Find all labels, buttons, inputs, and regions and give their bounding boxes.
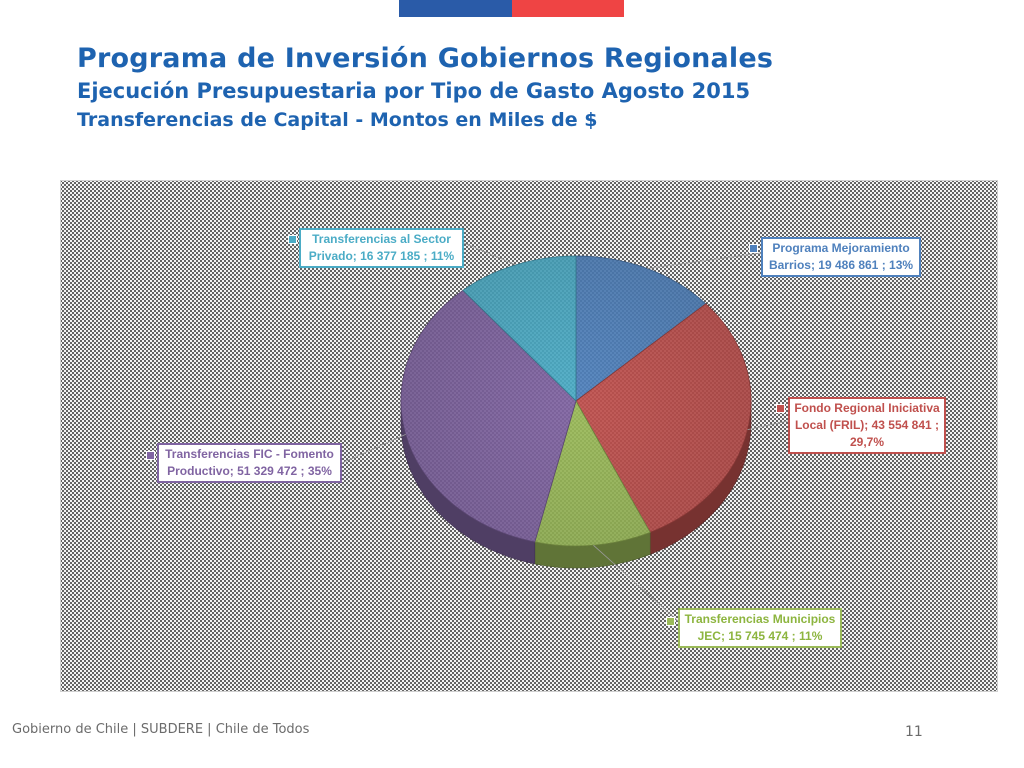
data-label-fic-line1: Transferencias FIC - Fomento [165, 447, 334, 461]
data-label-fic [157, 443, 342, 483]
data-label-fril-line2: Local (FRIL); 43 554 841 ; [794, 418, 940, 432]
leader-line-1 [748, 421, 788, 430]
legend-marker-fic [146, 451, 155, 460]
data-label-jec [678, 608, 842, 648]
legend-marker-fril [776, 404, 785, 413]
data-label-privado-line1: Transferencias al Sector [312, 232, 451, 246]
slide-subtitle-units: Transferencias de Capital - Montos en Miles de $ [77, 109, 598, 131]
data-label-fril-line3: 29,7% [849, 435, 885, 449]
legend-marker-privado [288, 235, 297, 244]
leader-line-0 [647, 253, 761, 268]
data-label-fril-line1: Fondo Regional Iniciativa [794, 401, 940, 415]
legend-marker-jec [666, 617, 675, 626]
data-label-privado-line2: Privado; 16 377 185 ; 11% [308, 249, 455, 263]
page-number: 11 [905, 724, 923, 740]
leader-line-3 [342, 434, 406, 463]
leader-line-4 [464, 243, 516, 265]
slide-subtitle: Ejecución Presupuestaria por Tipo de Gasto Agosto 2015 [77, 79, 751, 103]
legend-marker-barrios [749, 244, 758, 253]
data-label-jec-line1: Transferencias Municipios [684, 612, 836, 626]
title-block [77, 40, 1007, 134]
data-label-barrios [761, 237, 921, 277]
data-label-fril [788, 397, 946, 454]
data-label-fic-line2: Productivo; 51 329 472 ; 35% [167, 464, 332, 478]
data-label-jec-line2: JEC; 15 745 474 ; 11% [697, 629, 823, 643]
brand-bar-red [512, 0, 624, 17]
data-label-barrios-line1: Programa Mejoramiento [772, 241, 910, 255]
chart-area [60, 180, 998, 692]
slide-title: Programa de Inversión Gobiernos Regionales [77, 43, 774, 74]
data-label-barrios-line2: Barrios; 19 486 861 ; 13% [768, 258, 914, 272]
data-label-privado [299, 228, 464, 268]
footer-text: Gobierno de Chile | SUBDERE | Chile de Todos [12, 722, 310, 737]
brand-bar-blue [399, 0, 512, 17]
